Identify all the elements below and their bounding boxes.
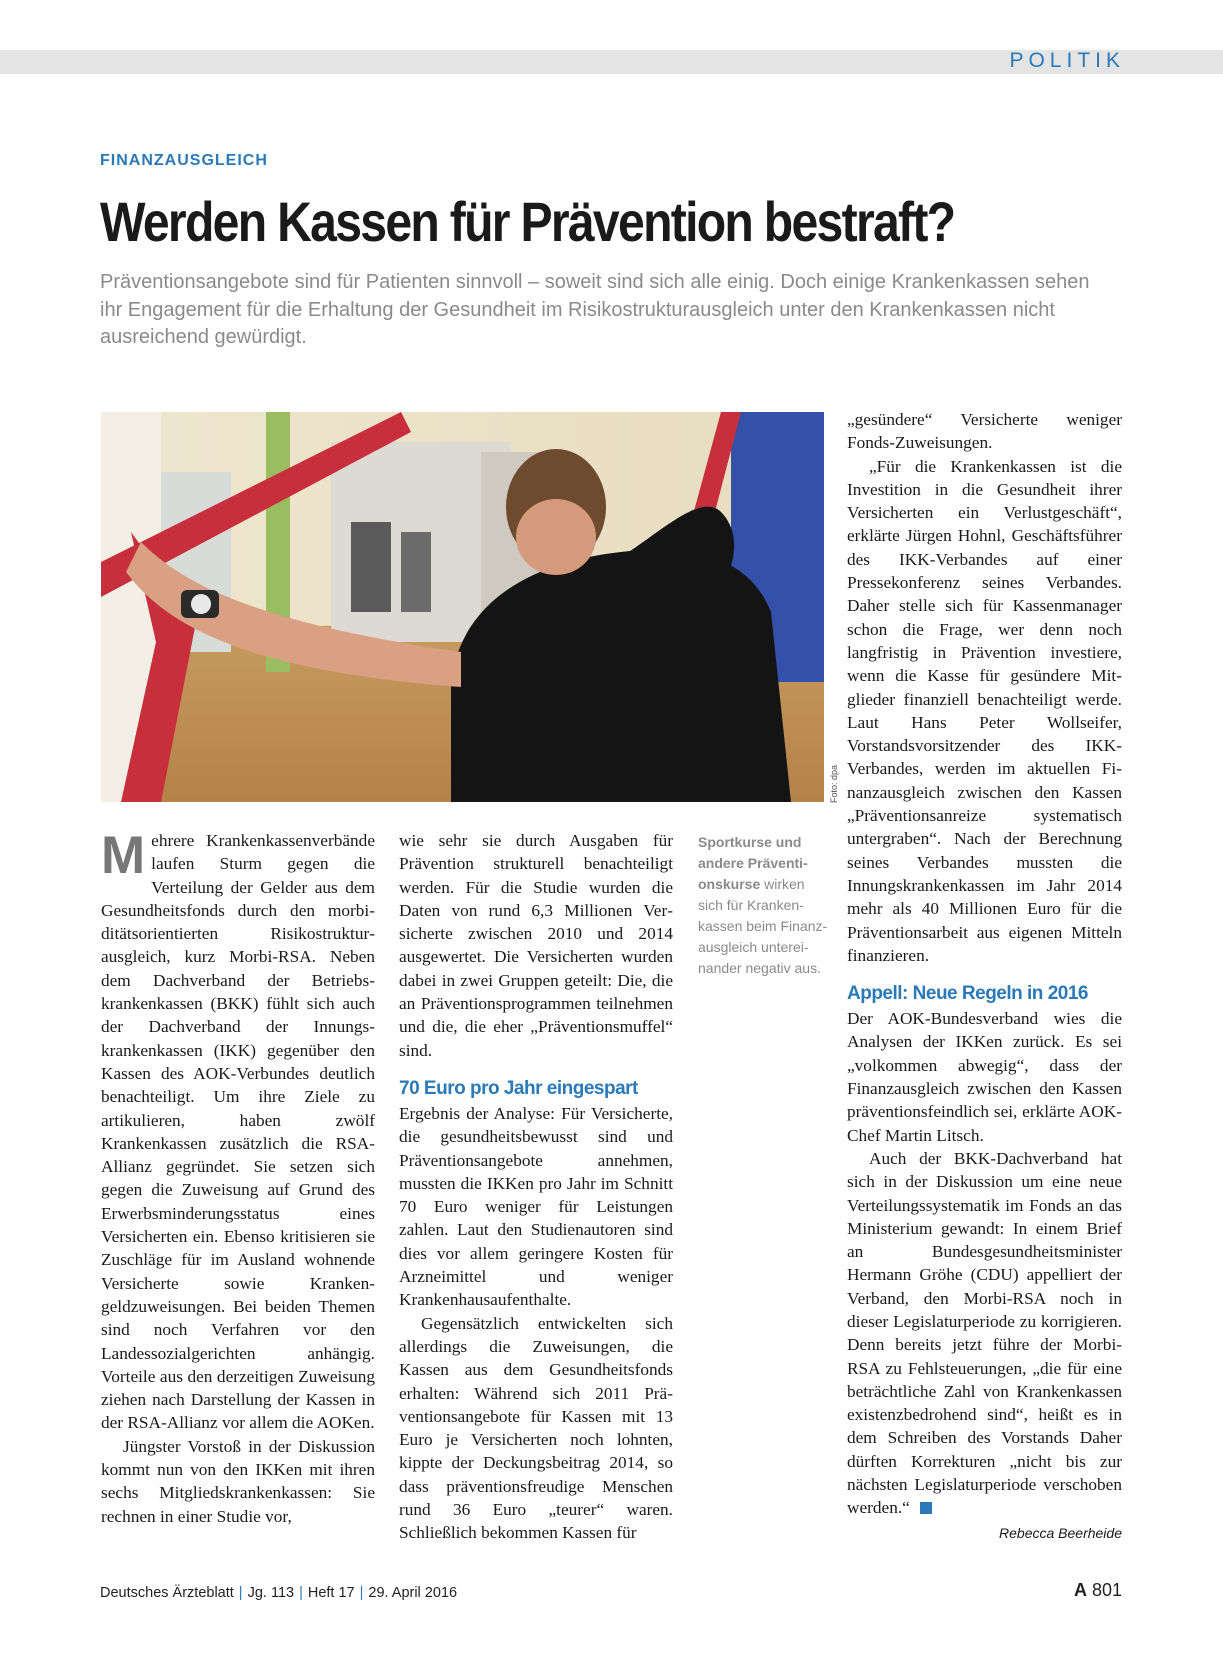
journal-volume: Jg. 113 [247,1585,295,1601]
article-headline: Werden Kassen für Prävention bestraft? [100,190,955,253]
drop-cap: M [101,826,146,885]
page-number [1074,1580,1122,1601]
section-label: POLITIK [1009,49,1125,72]
paragraph-text: Auch der BKK-Dachverband hat sich in der Diskussion um eine neue Verteilungssystematik im Fonds an das Ministerium gewandt: In einem Brief an Bundesgesundheitsminister Hermann Gröhe (CDU) appelliert der Verband, den Morbi-RSA noch in dieser Legislaturperiode zu korrigieren. Denn bereits jetzt führe der Morbi-RSA zu Fehlsteuerungen, „die für eine beträchtliche Zahl von Krankenkassen existenzbedrohend sind“, heißt es in dem Schreiben des Vorstands Daher dürften Korrekturen „nicht bis zur nächsten Legislaturperiode verschoben werden.“ [847,1148,1122,1518]
body-paragraph: Der AOK-Bundesverband wies die Analysen der IKKen zurück. Es sei „volkommen abwegig“, dass der Finanzausgleich zwischen den Kassen präventionsfeindlich sei, erklärte AOK-Chef Martin Litsch. [847,1009,1122,1145]
body-paragraph: Gegensätzlich entwickelten sich allerdings die Zuweisungen, die Kassen aus dem Gesundheitsfonds erhalten: Während sich 2011 Präventionsangebote für Kassen mit 13 Euro je Versicherten noch lohnten, kippte der Deckungsbeitrag 2014, so dass präventionsfreudige Menschen rund 36 Euro „teurer“ waren. Schließlich bekommen Kassen für [399,1313,673,1543]
exercise-photo-illustration [101,412,824,802]
article-kicker: FINANZAUSGLEICH [100,152,268,169]
body-paragraph: „gesündere“ Versicherte weniger Fonds-Zuweisungen. [847,410,1122,453]
journal-issue: Heft 17 [307,1585,355,1601]
page-number-value: 801 [1091,1580,1122,1600]
photo-caption [698,832,828,979]
subheading: Appell: Neue Regeln in 2016 [847,983,1088,1005]
end-mark-icon [920,1502,932,1514]
text-column-2 [399,829,673,1545]
footer-separator: | [238,1585,243,1601]
page-footer [100,1585,457,1601]
body-paragraph: „Für die Krankenkassen ist die Investition in die Gesundheit ihrer Versicherten ein Verlustgeschäft“, erklärte Jürgen Hohnl, Geschäftsführer des IKK-Verbandes auf einer Pressekonferenz seines Verbandes. Daher stelle sich für Kassenmanager schon die Frage, wer denn noch langfristig in Prävention investiere, wenn die Kasse für gesündere Mitglieder finanziell benachteiligt werde. Laut Hans Peter Wollseifer, Vorstandsvorsitzender des IKK-Verbandes, werden im aktuellen Finanzausgleich zwischen den Kassen „Präventionsanreize systematisch untergraben“. Nach der Berechnung seines Verbandes mussten die Innungskrankenkassen im Jahr 2014 mehr als 40 Millionen Euro für die Präventionsarbeit aus eigenen Mitteln finanzieren. [847,456,1122,965]
paragraph-text: ehrere Krankenkassenverbände laufen Sturm gegen die Verteilung der Gelder aus dem Gesundheitsfonds durch den morbiditätsorientierten Risikostrukturausgleich, kurz Morbi-RSA. Neben dem Dachverband der Betriebskrankenkassen (BKK) fühlt sich auch der Dachverband der Innungskrankenkassen (IKK) gegenüber den Kassen des AOK-Verbundes deutlich benachteiligt. Um ihre Ziele zu artikulieren, haben zwölf Krankenkassen zusätzlich die RSA-Allianz gegründet. Sie setzen sich gegen die Zuweisung auf Grund des Erwerbsminderungsstatus eines Versicherten ein. Ebenso kritisieren sie Zuschläge für im Ausland wohnende Versicherte sowie Krankengeldzuweisungen. Bei beiden Themen sind noch Verfahren vor den Landessozialgerichten anhängig. Vorteile aus den derzeitigen Zuweisung ziehen nach Darstellung der Kassen in der RSA-Allianz vor allem die AOKen. [101,831,375,1433]
subheading: 70 Euro pro Jahr eingespart [399,1077,638,1099]
text-column-1 [101,826,375,1528]
body-paragraph: Jüngster Vorstoß in der Diskussion kommt nun von den IKKen mit ihren sechs Mitgliedskrankenkassen: Sie rechnen in einer Studie vor, [101,1436,375,1526]
footer-separator: | [359,1585,364,1601]
footer-separator: | [299,1585,303,1601]
photo-credit: Foto: dpa [829,764,839,803]
article-lead: Präventionsangebote sind für Patienten sinnvoll – soweit sind sich alle einig. Doch einige Krankenkassen sehen ihr Engagement für die Erhaltung der Gesundheit im Risikostrukturausgleich unter den Krankenkassen nicht ausreichend gewürdigt. [100,271,1090,348]
text-column-3 [847,408,1122,1545]
body-paragraph [847,1147,1122,1520]
caption-text: wirken sich für Krankenkassen beim Finanzausgleich untereinander negativ aus. [698,876,828,976]
body-paragraph: wie sehr sie durch Ausgaben für Prävention strukturell benachteiligt werden. Für die Studie wurden die Daten von rund 6,3 Millionen Versicherte zwischen 2010 und 2014 ausgewertet. Die Versicherten wurden dabei in zwei Gruppen geteilt: Die, die an Präventionsprogrammen teilnehmen und die, die eher „Präventionsmuffel“ sind. [399,831,673,1060]
page-prefix: A [1073,1580,1087,1600]
author-byline: Rebecca Beerheide [999,1524,1122,1541]
article-photo [101,412,824,802]
journal-date: 29. April 2016 [368,1585,458,1601]
body-paragraph [101,826,375,1435]
journal-name: Deutsches Ärzteblatt [100,1585,234,1601]
caption-bold-text: Sportkurse und andere Präventionskurse [698,834,808,892]
body-paragraph: Ergebnis der Analyse: Für Versicherte, die gesundheitsbewusst sind und Präventionsangebote annehmen, mussten die IKKen pro Jahr im Schnitt 70 Euro weniger für Leistungen zahlen. Laut den Studienautoren sind dies vor allem geringere Kosten für Arzneimittel und weniger Krankenhausaufenthalte. [399,1103,673,1310]
